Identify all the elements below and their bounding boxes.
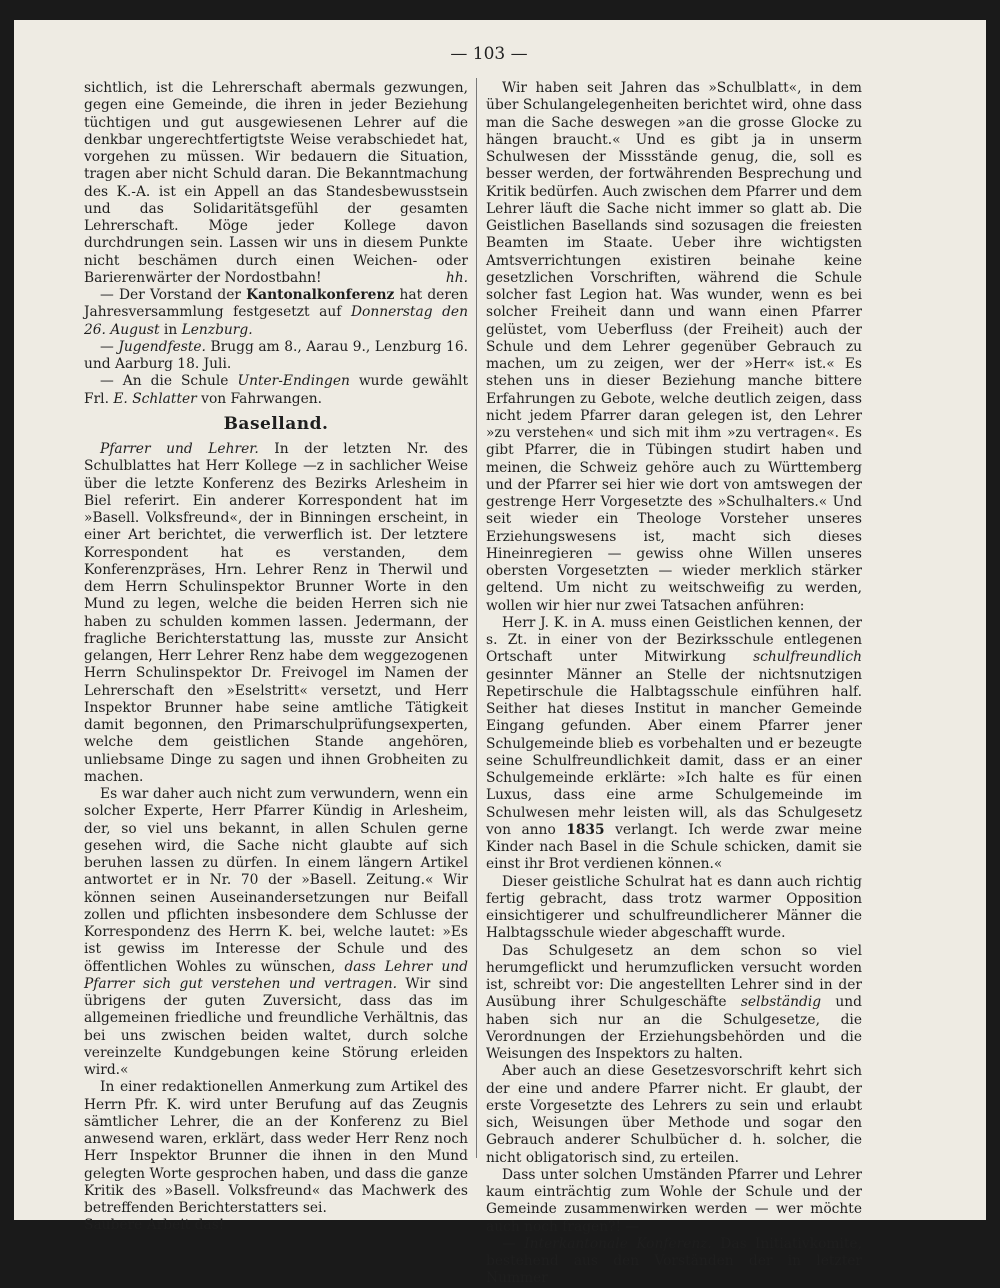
column-divider — [476, 78, 477, 1158]
article-paragraph: Herr J. K. in A. muss einen Geistlichen kennen, der s. Zt. in einer von der Bezirksschule entlegenen Ortschaft unter Mitwirkung schulfreundlich gesinnter Männer an Stelle der nichtsnutzigen Repetirschule die Halbtagsschule einführen half. Seither hat dieses Institut in mancher Gemeinde Eingang gefunden. Aber einem Pfarrer jener Schulgemeinde blieb es vorbehalten und er bezeugte seine Schulfreundlichkeit damit, dass er an einer Schulgemeinde erklärte: »Ich halte es für einen Luxus, dass eine arme Schulgemeinde im Schulwesen mehr leisten will, als das Schulgesetz von anno 1835 verlangt. Ich werde zwar meine Kinder nach Basel in die Schule schicken, damit sie einst ihr Brot verdienen können.« — [486, 614, 863, 873]
notice-jugendfeste: — Jugendfeste. Brugg am 8., Aarau 9., Lenzburg 16. und Aarburg 18. Juli. — [84, 338, 468, 372]
article-pfarrer-und-lehrer: Pfarrer und Lehrer. In der letzten Nr. des Schulblattes hat Herr Kollege —z in sachlicher Weise über die letzte Konferenz des Bezirks Arlesheim in Biel referirt. Ein anderer Korrespondent hat im »Basell. Volksfreund«, der in Binningen erscheint, in einer Art berichtet, die verwerflich ist. Der letztere Korrespondent hat es verstanden, dem Konferenzpräses, Hrn. Lehrer Renz in Therwil und dem Herrn Schulinspektor Brunner Worte in den Mund zu legen, welche die beiden Herren sich nie haben zu schulden kommen lassen. Jedermann, der fragliche Berichterstattung las, musste zur Ansicht gelangen, Herr Lehrer Renz habe dem weggezogenen Herrn Schulinspektor Dr. Freivogel im Namen der Lehrerschaft den »Eselstritt« versetzt, und Herr Inspektor Brunner habe seine amtliche Tätigkeit damit begonnen, den Primarschulprüfungsexperten, welche dem geistlichen Stande angehören, unliebsame Dinge zu sagen und ihnen Grobheiten zu machen. — [84, 441, 468, 785]
left-column — [84, 80, 468, 1235]
article-paragraph: Aber auch an diese Gesetzesvorschrift kehrt sich der eine und andere Pfarrer nicht. Er glaubt, der erste Vorgesetzte des Lehrers zu sein und erlaubt sich, Weisungen über Methode und sogar den Gebrauch anderer Schulbücher d. h. solcher, die nicht obligatorisch sind, zu erteilen. — [486, 1063, 862, 1166]
page-number: — 103 — — [450, 44, 528, 64]
section-heading-baselland: Baselland. — [223, 413, 329, 434]
article-paragraph: Wir haben seit Jahren das »Schulblatt«, in dem über Schulangelegenheiten berichtet wird, ohne dass man die Sache deswegen »an die grosse Glocke zu hängen braucht.« Und es gibt ja in unserm Schulwesen der Missstände genug, die, soll es besser werden, der fortwährenden Besprechung und Kritik bedürfen. Auch zwischen dem Pfarrer und dem Lehrer läuft die Sache nicht immer so glatt ab. Die Geistlichen Basellands sind sozusagen die freiesten Beamten im Staate. Ueber ihre wichtigsten Amtsverrichtungen existiren beinahe keine gesetzlichen Vorschriften, während die Schule solcher fast Legion hat. Was wunder, wenn es bei solcher Freiheit dann und wann einen Pfarrer gelüstet, vom Ueberfluss (der Freiheit) auch der Schule und dem Lehrer gegenüber Gebrauch zu machen, um zu zeigen, wer der »Herr« ist.« Es stehen uns in dieser Beziehung manche bittere Erfahrungen zu Gebote, welche deutlich zeigen, dass nicht jedem Pfarrer daran gelegen ist, den Lehrer »zu verstehen« und sich mit ihm »zu vertragen«. Es gibt Pfarrer, die in Tübingen studirt haben und meinen, die Schweiz gehöre auch zu Württemberg und der Pfarrer sei hier wie dort von amtswegen der gestrenge Herr Vorgesetzte des »Schulhalters.« Und seit wieder ein Theologe Vorsteher unseres Erziehungswesens ist, macht sich dieses Hineinregieren — gewiss ohne Willen unseres obersten Vorgesetzten — wieder merklich stärker geltend. Um nicht zu weitschweifig zu werden, wollen wir hier nur zwei Tatsachen anführen: — [486, 80, 862, 614]
newspaper-page — [14, 20, 986, 1287]
article-paragraph: Dass unter solchen Umständen Pfarrer und Lehrer kaum einträchtig zum Wohle der Schule und der Gemeinde zusammenwirken werden — wer möchte auch noch fragen?! — — [486, 1166, 862, 1235]
notice-interkantonale-konferenz: — Interkantonale Konferenz. Das Initiativkomite, bestehend aus den Vorständen der in letzter Nummer — [486, 1235, 862, 1287]
article-paragraph: Das Schulgesetz an dem schon so viel herumgeflickt und herumzuflicken versucht worden ist, schreibt vor: Die angestellten Lehrer sind in der Ausübung ihrer Schulgeschäfte selbständig und haben sich nur an die Schulgesetze, die Verordnungen der Erziehungsbehörden und die Weisungen des Inspektors zu halten. — [486, 942, 862, 1062]
author-signature: hh. — [445, 269, 468, 286]
notice-unter-endingen: — An die Schule Unter-Endingen wurde gewählt Frl. E. Schlatter von Fahrwangen. — [84, 373, 468, 407]
article-aargau-continuation: sichtlich, ist die Lehrerschaft abermals gezwungen, gegen eine Gemeinde, die ihren in jeder Beziehung tüchtigen und gut ausgewiesenen Lehrer auf die denkbar ungerechtfertigtste Weise verabschiedet hat, vorgehen zu müssen. Wir bedauern die Situation, tragen aber nicht Schuld daran. Die Bekanntmachung des K.-A. ist ein Appell an das Standesbewusstsein und das Solidaritätsgefühl der gesamten Lehrerschaft. Möge jeder Kollege davon durchdrungen sein. Lassen wir uns in diesem Punkte nicht beschämen durch einen Weichen- oder Barierenwärter der Nordostbahn! hh. — [84, 80, 468, 286]
article-paragraph: Dieser geistliche Schulrat hat es dann auch richtig fertig gebracht, dass trotz warmer Opposition einsichtigerer und schulfreundlicherer Männer die Halbtagsschule wieder abgeschafft wurde. — [486, 873, 862, 942]
right-column — [486, 80, 862, 1288]
article-paragraph: In einer redaktionellen Anmerkung zum Artikel des Herrn Pfr. K. wird unter Berufung auf das Zeugnis sämtlicher Lehrer, die an der Konferenz zu Biel anwesend waren, erklärt, dass weder Herr Renz noch Herr Inspektor Brunner die ihnen in den Mund gelegten Worte gesprochen haben, und dass die ganze Kritik des »Basell. Volksfreund« das Machwerk des betreffenden Berichterstatters sei. — [84, 1079, 468, 1216]
article-paragraph: Es war daher auch nicht zum verwundern, wenn ein solcher Experte, Herr Pfarrer Kündig in Arlesheim, der, so viel uns bekannt, in allen Schulen gerne gesehen wird, die Sache nicht glaubte auf sich beruhen lassen zu dürfen. In einem längern Artikel antwortet er in Nr. 70 der »Basell. Zeitung.« Wir können seinen Auseinandersetzungen nur Beifall zollen und pflichten insbesondere dem Schlusse der Korrespondenz des Herrn K. bei, welche lautet: »Es ist gewiss im Interesse der Schule und des öffentlichen Wohles zu wünschen, dass Lehrer und Pfarrer sich gut verstehen und vertragen. Wir sind übrigens der guten Zuversicht, dass das im allgemeinen friedliche und freundliche Verhältnis, das bei uns zwischen beiden waltet, durch solche vereinzelte Kundgebungen keine Störung erleiden wird.« — [84, 786, 468, 1078]
notice-kantonalkonferenz: — Der Vorstand der Kantonalkonferenz hat deren Jahresversammlung festgesetzt auf Donnerstag den 26. August in Lenzburg. — [84, 287, 468, 338]
article-paragraph: Saubere Arbeit das! — [84, 1217, 225, 1234]
